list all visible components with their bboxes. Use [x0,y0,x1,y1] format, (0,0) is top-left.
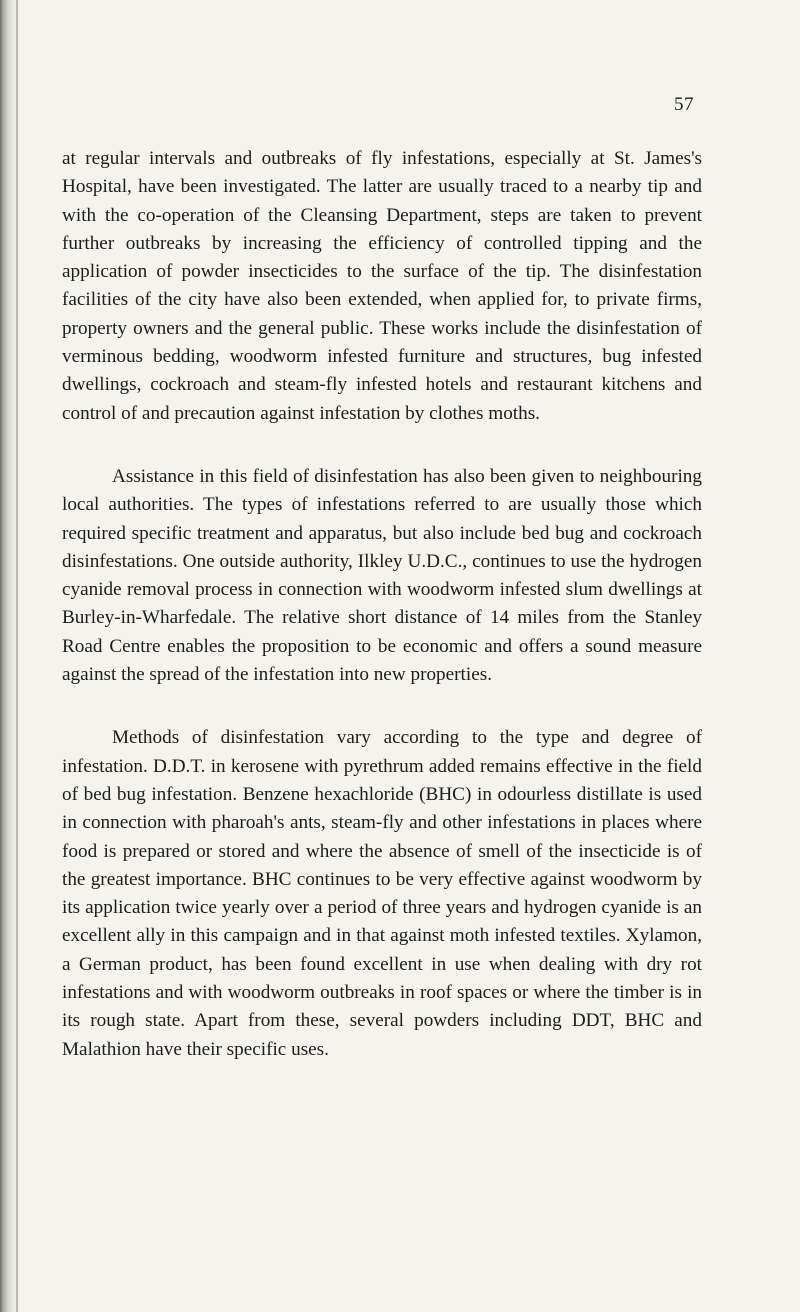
paragraph-3: Methods of disinfestation vary according to the type and degree of infestation. D.D.T. in kerosene with pyrethrum added remains effective in the field of bed bug infestation. Benzene hexachloride (BHC) in odourless distillate is used in connection with pharoah's ants, steam-fly and other infestations in places where food is prepared or stored and where the absence of smell of the insecticide is of the greatest importance. BHC continues to be very effective against woodworm by its application twice yearly over a period of three years and hydrogen cyanide is an excellent ally in this campaign and in that against moth infested textiles. Xylamon, a German product, has been found excellent in use when dealing with dry rot infestations and with woodworm outbreaks in roof spaces or where the timber is in its rough state. Apart from these, several powders including DDT, BHC and Malathion have their specific uses. [62,727,702,1060]
paragraph-2: Assistance in this field of disinfestation has also been given to neighbouring local authorities. The types of infestations referred to are usually those which required specific treatment and apparatus, but also include bed bug and cockroach disinfestations. One outside authority, Ilkley U.D.C., continues to use the hydrogen cyanide removal process in connection with woodworm infested slum dwellings at Burley-in-Wharfedale. The relative short distance of 14 miles from the Stanley Road Centre enables the proposition to be economic and offers a sound measure against the spread of the infestation into new properties. [62,465,702,686]
page-binding-line [16,0,18,1312]
paragraph-1: at regular intervals and outbreaks of fly infestations, especially at St. James's Hospital, have been investigated. The latter are usually traced to a nearby tip and with the co-operation of the Cleansing Department, steps are taken to prevent further outbreaks by increasing the efficiency of controlled tipping and the application of powder insecticides to the surface of the tip. The disinfestation facilities of the city have also been extended, when applied for, to private firms, property owners and the general public. These works include the disinfestation of verminous bedding, woodworm infested furniture and structures, bug infested dwellings, cockroach and steam-fly infested hotels and restaurant kitchens and control of and precaution against infestation by clothes moths. [62,148,702,424]
page-number: 57 [674,94,694,115]
body-text [62,145,702,1099]
